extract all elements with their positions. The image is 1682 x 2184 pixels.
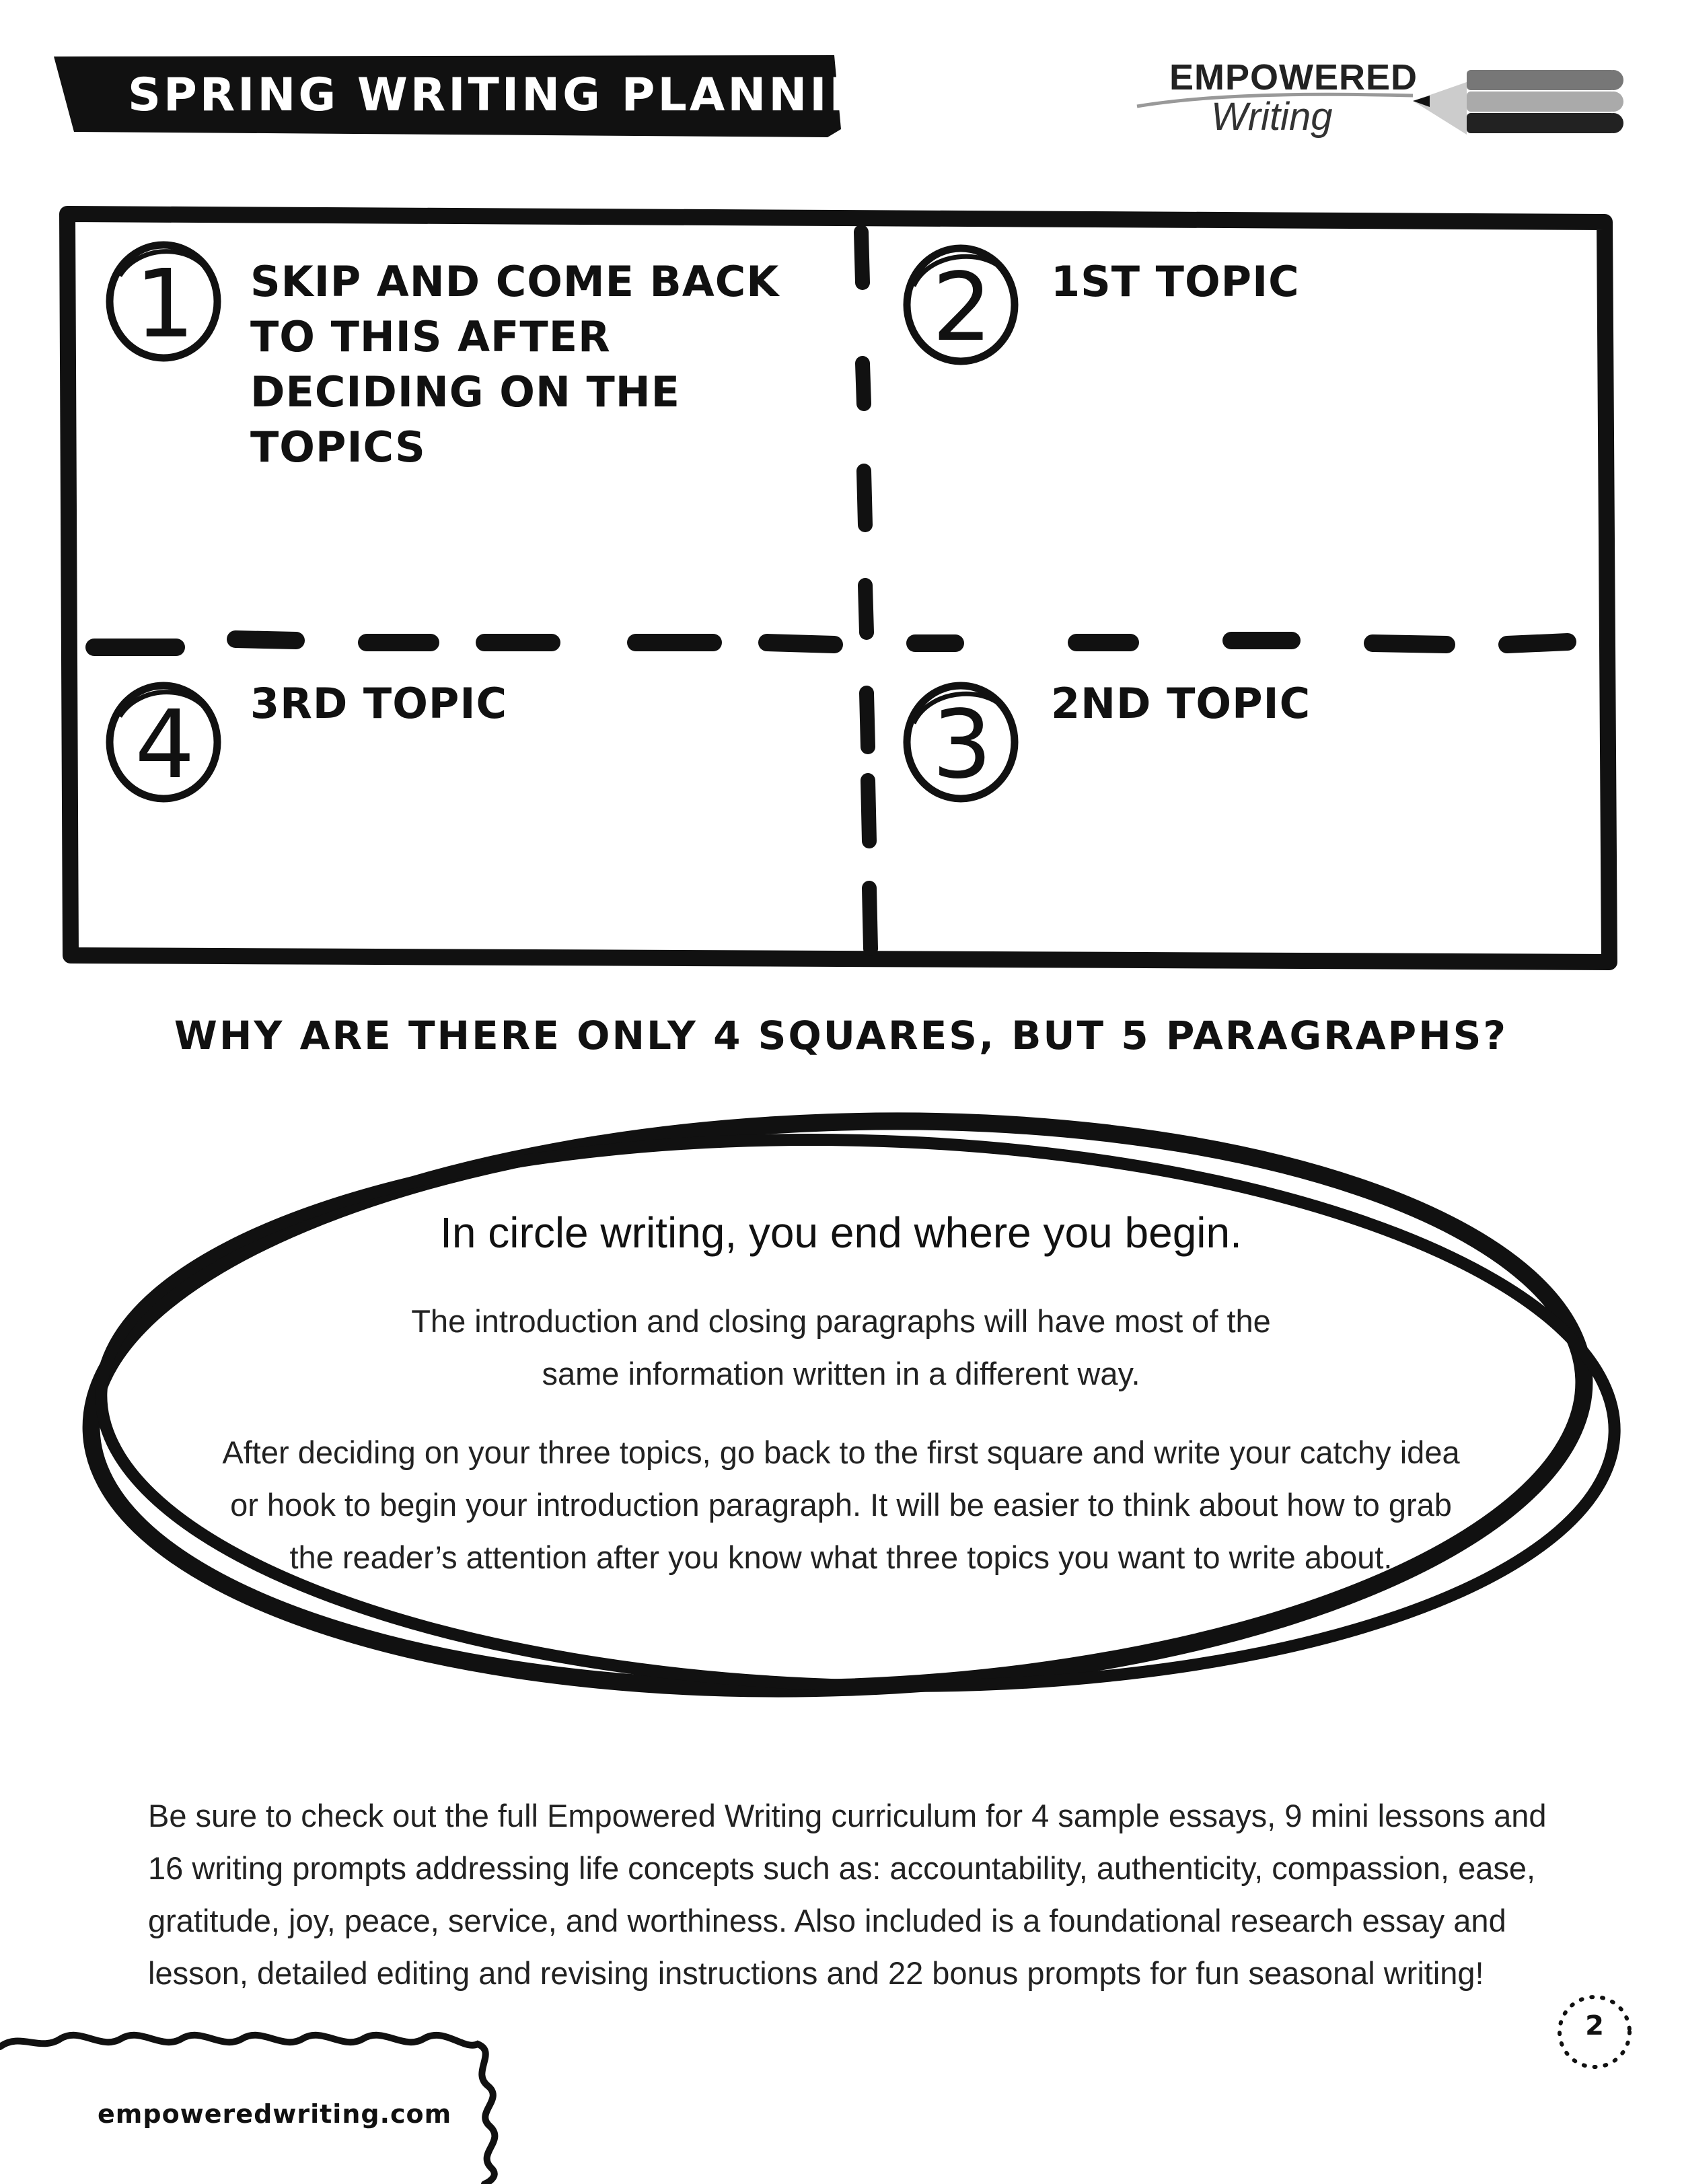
- planning-grid: [0, 0, 1682, 1009]
- page-title: SPRING WRITING PLANNING: [128, 69, 911, 122]
- number-2-badge: [897, 239, 1025, 367]
- question-heading: WHY ARE THERE ONLY 4 SQUARES, BUT 5 PARAGRAPHS?: [174, 1013, 1508, 1058]
- website-url[interactable]: empoweredwriting.com: [98, 2099, 452, 2129]
- curriculum-note: Be sure to check out the full Empowered Writing curriculum for 4 sample essays, 9 mini lessons and 16 writing prompts addressing life concepts such as: accountability, authenticity, compassion, ease, gratitude, joy, peace, service, and worthiness. Also included is a foundational research essay and lesson, detailed editing and revising instructions and 22 bonus prompts for fun seasonal writing!: [148, 1798, 1547, 1991]
- oval-paragraph-2: After deciding on your three topics, go back to the first square and write your catchy idea or hook to begin your introduction paragraph. It will be easier to think about how to grab the reader’s attention after you know what three topics you want to write about.: [222, 1434, 1460, 1575]
- number-4-badge: [100, 676, 227, 804]
- box-4-label: 3RD TOPIC: [250, 679, 507, 728]
- number-4-glyph: 4: [135, 690, 195, 800]
- number-1-glyph: 1: [135, 250, 195, 359]
- logo-wordmark-bottom: Writing: [1211, 95, 1333, 139]
- box-1-label: SKIP AND COME BACK TO THIS AFTER DECIDING ON THE TOPICS: [250, 257, 780, 472]
- vertical-divider: [861, 232, 871, 949]
- number-2-glyph: 2: [932, 253, 992, 363]
- footer-frame: [0, 2012, 538, 2184]
- number-3-glyph: 3: [932, 690, 992, 800]
- number-3-badge: [897, 676, 1025, 804]
- number-1-badge: [100, 235, 227, 363]
- oval-paragraph-1: The introduction and closing paragraphs will have most of the same information written in a different way.: [411, 1303, 1271, 1391]
- page-number: 2: [1585, 2010, 1604, 2041]
- box-2-label: 1ST TOPIC: [1051, 257, 1300, 306]
- logo-wordmark-top: EMPOWERED: [1169, 57, 1418, 98]
- horizontal-divider: [94, 639, 1568, 647]
- oval-heading: In circle writing, you end where you begin.: [440, 1208, 1242, 1257]
- box-3-label: 2ND TOPIC: [1051, 679, 1311, 728]
